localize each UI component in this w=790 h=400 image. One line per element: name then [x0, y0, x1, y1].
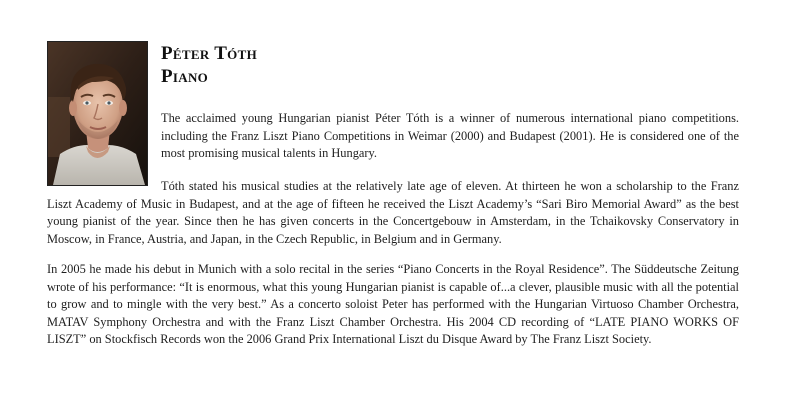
bio-paragraph-2: Tóth stated his musical studies at the relatively late age of eleven. At thirteen he won a scholarship to the Franz Liszt Academy of Music in Budapest, and at the age of fifteen he received the Liszt Academy’s “Sari Biro Memorial Award” as the best young pianist of the year. Since then he has given concerts in the Concertgebouw in Amsterdam, in the Tchaikovsky Conservatory in Moscow, in France, Austria, and Japan, in the Czech Republic, in Belgium and in Germany. — [47, 179, 739, 246]
artist-heading — [161, 42, 257, 88]
artist-name: Péter Tóth — [161, 43, 257, 64]
artist-instrument: Piano — [161, 66, 209, 87]
bio-paragraph-1: The acclaimed young Hungarian pianist Péter Tóth is a winner of numerous international piano competitions. including the Franz Liszt Piano Competitions in Weimar (2000) and Budapest (2001). He is considered one of the most promising musical talents in Hungary. — [161, 111, 739, 161]
artist-portrait-photo — [47, 41, 148, 186]
bio-paragraph-3: In 2005 he made his debut in Munich with a solo recital in the series “Piano Concerts in the Royal Residence”. The Süddeutsche Zeitung wrote of his performance: “It is enormous, what this young Hungarian pianist is capable of...a clever, plausible music with all the potential to grow and to mingle with the very best.” As a concerto soloist Peter has performed with the Hungarian Virtuoso Chamber Orchestra, MATAV Symphony Orchestra and with the Franz Liszt Chamber Orchestra. His 2004 CD recording of “LATE PIANO WORKS OF LISZT” on Stockfisch Records won the 2006 Grand Prix International Liszt du Disque Award by The Franz Liszt Society. — [47, 262, 739, 347]
